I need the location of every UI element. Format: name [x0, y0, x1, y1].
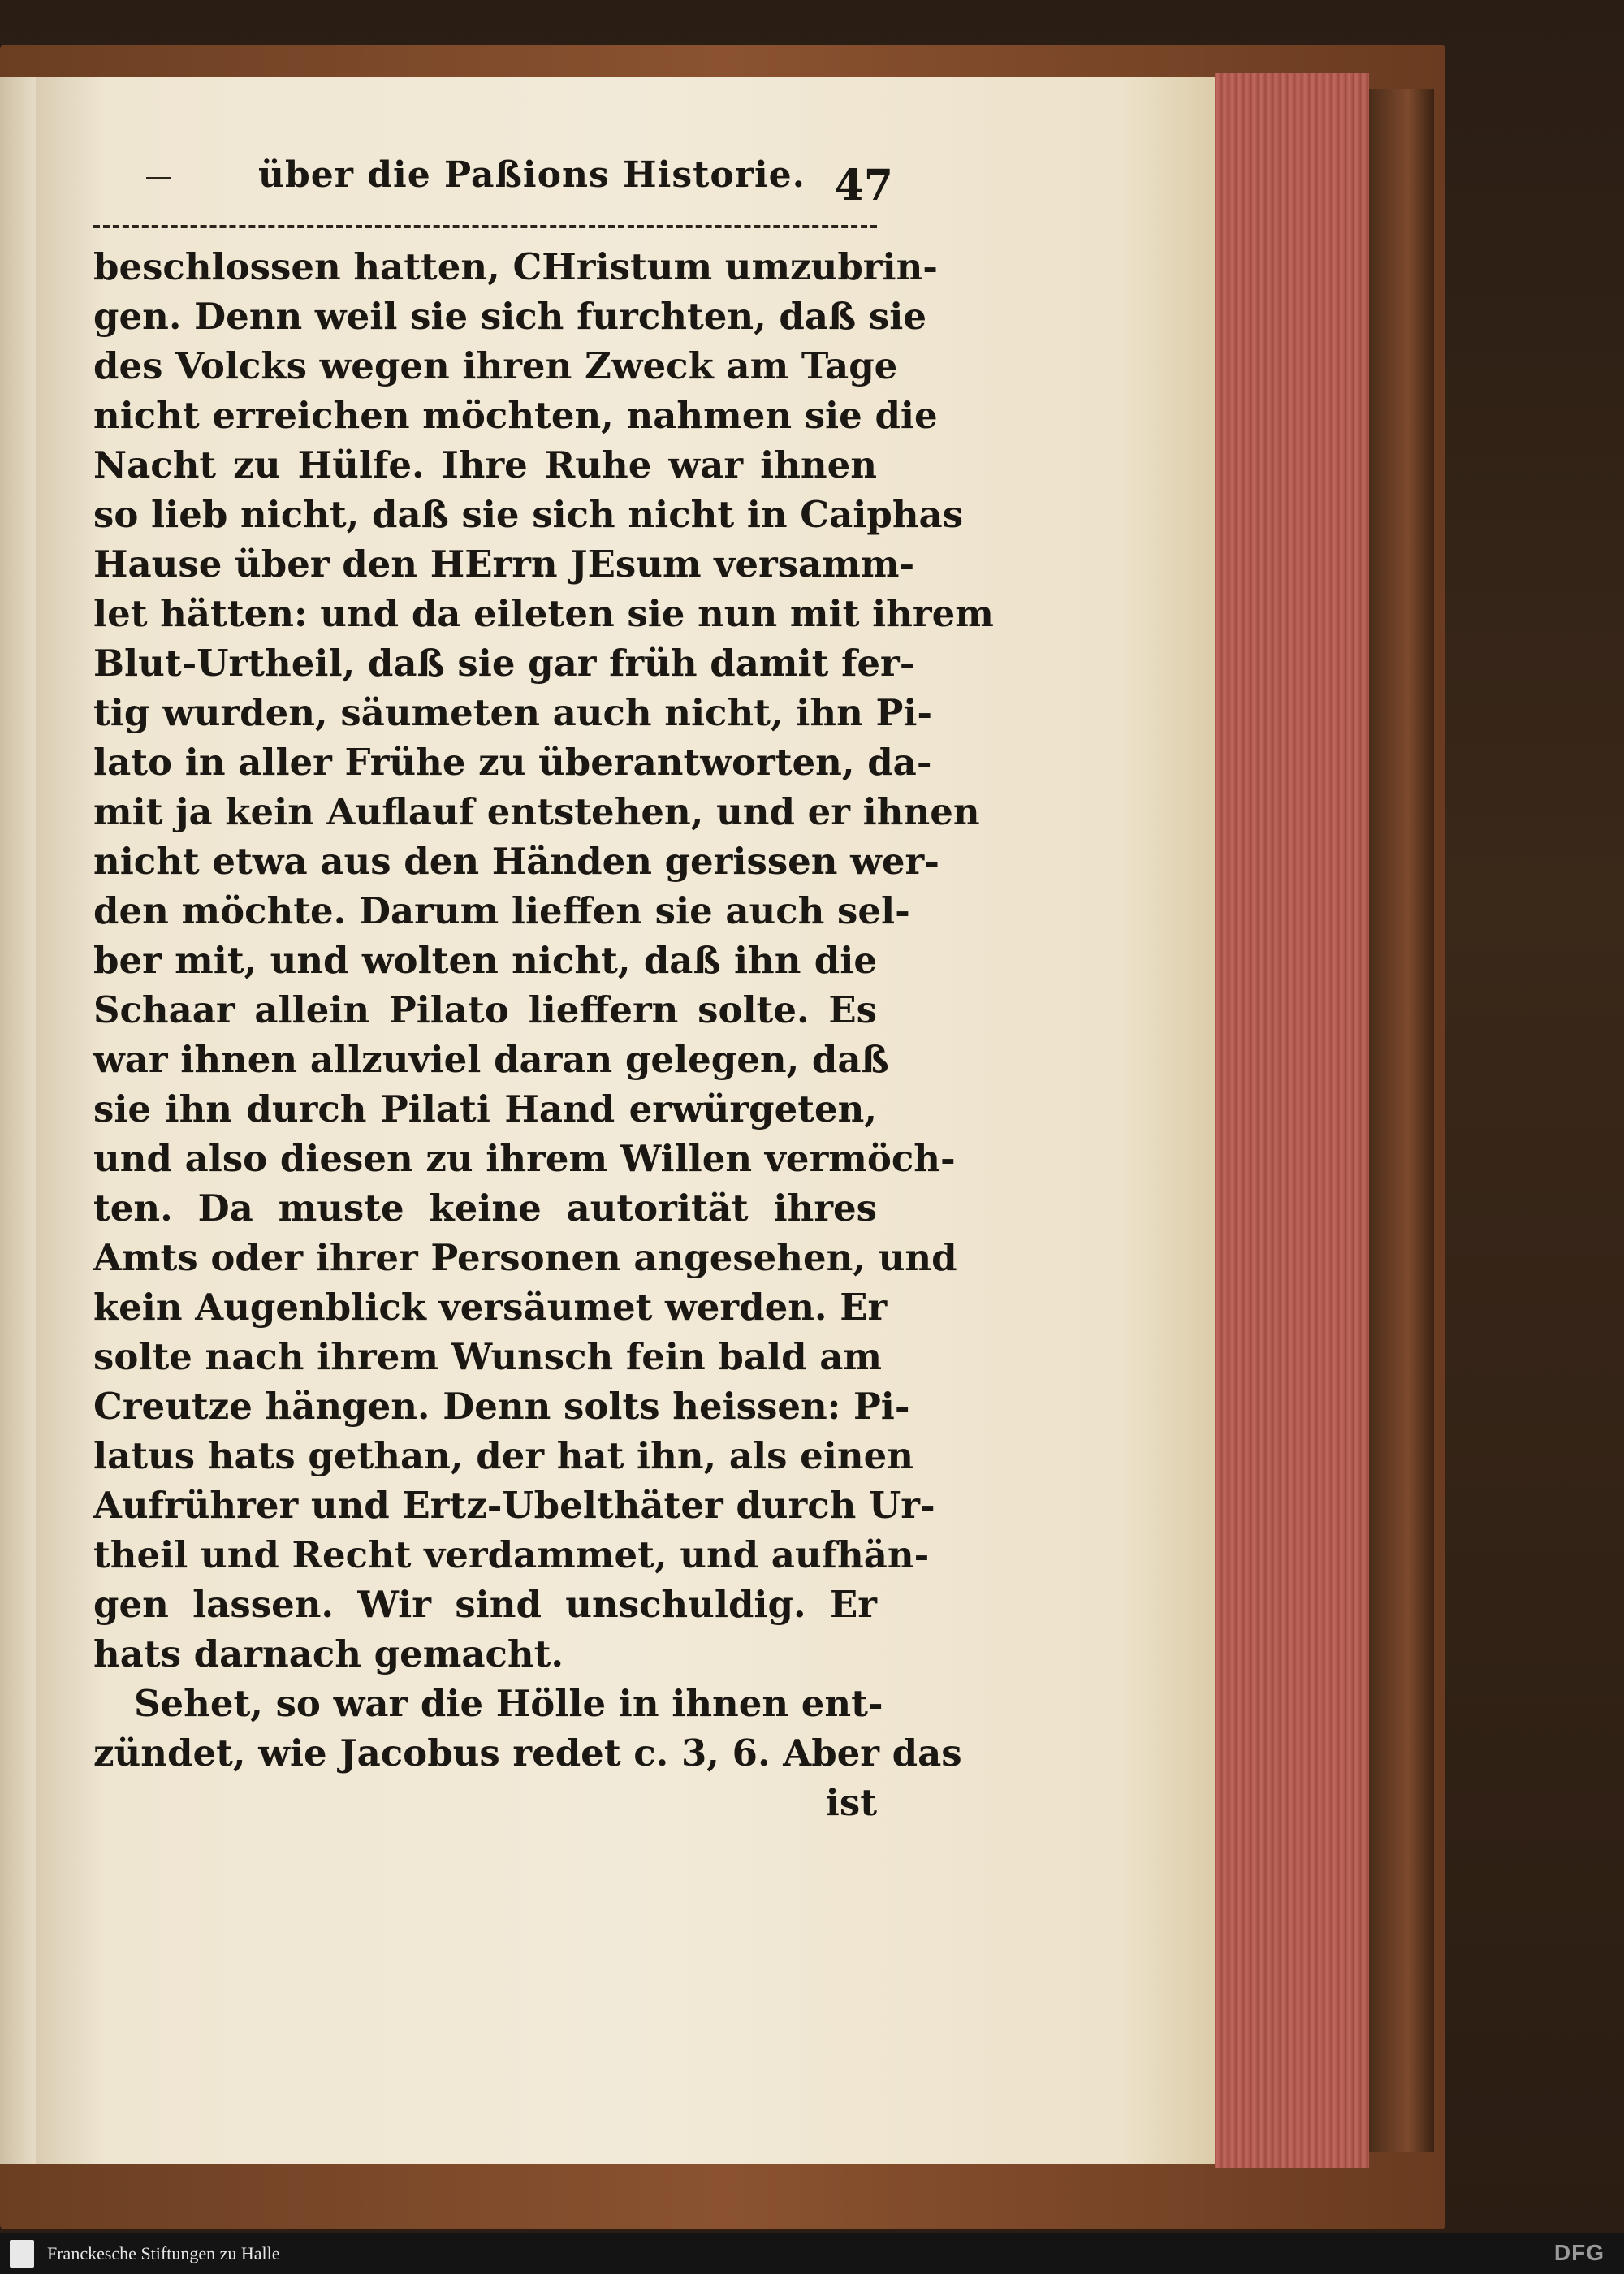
page-content — [93, 154, 994, 1824]
text-line: latus hats gethan, der hat ihn, als einen — [93, 1434, 914, 1477]
text-line: solte nach ihrem Wunsch fein bald am — [93, 1335, 882, 1378]
text-line: ten. Da muste keine autorität ihres — [93, 1187, 877, 1230]
text-line: so lieb nicht, daß sie sich nicht in Caiphas — [93, 493, 964, 536]
text-line: mit ja kein Auflauf entstehen, und er ihnen — [93, 790, 980, 833]
text-line: den möchte. Darum lieffen sie auch sel- — [93, 889, 910, 932]
dfg-badge: DFG — [1553, 2240, 1605, 2265]
header-dash — [146, 177, 171, 179]
text-line: war ihnen allzuviel daran gelegen, daß — [93, 1038, 889, 1081]
text-line: nicht etwa aus den Händen gerissen wer- — [93, 840, 939, 883]
text-line: Nacht zu Hülfe. Ihre Ruhe war ihnen — [93, 443, 877, 486]
text-line: Amts oder ihrer Personen angesehen, und — [93, 1236, 957, 1279]
text-line: sie ihn durch Pilati Hand erwürgeten, — [93, 1087, 877, 1131]
text-line: Schaar allein Pilato lieffern solte. Es — [93, 988, 877, 1031]
text-line: kein Augenblick versäumet werden. Er — [93, 1286, 888, 1329]
text-line: gen lassen. Wir sind unschuldig. Er — [93, 1583, 877, 1626]
paragraph-end-line: hats darnach gemacht. — [93, 1632, 564, 1675]
text-line: Blut-Urtheil, daß sie gar früh damit fer- — [93, 642, 915, 685]
text-line: theil und Recht verdammet, und aufhän- — [93, 1533, 930, 1576]
text-line: beschlossen hatten, CHristum umzubrin- — [93, 245, 938, 288]
text-line: nicht erreichen möchten, nahmen sie die — [93, 394, 938, 437]
page-fore-edge — [1215, 73, 1369, 2168]
header-rule — [93, 225, 877, 228]
facing-page-edge — [0, 77, 36, 2164]
catchword: ist — [825, 1781, 877, 1824]
text-line: gen. Denn weil sie sich furchten, daß sie — [93, 295, 926, 338]
institution-logo-icon — [10, 2240, 34, 2268]
text-line: Hause über den HErrn JEsum versamm- — [93, 543, 915, 586]
running-title: über die Paßions Historie. — [258, 154, 806, 196]
footer-bar — [0, 2233, 1624, 2274]
page-number: 47 — [834, 161, 893, 210]
text-line: Creutze hängen. Denn solts heissen: Pi- — [93, 1385, 910, 1428]
text-line: ber mit, und wolten nicht, daß ihn die — [93, 939, 877, 982]
running-header — [93, 154, 893, 219]
text-line: let hätten: und da eileten sie nun mit ihrem — [93, 592, 994, 635]
text-line: und also diesen zu ihrem Willen vermöch- — [93, 1137, 956, 1180]
footer-credit: Franckesche Stiftungen zu Halle — [47, 2243, 280, 2263]
text-line: Aufrührer und Ertz-Ubelthäter durch Ur- — [93, 1484, 935, 1527]
body-text — [93, 242, 994, 1827]
text-line: lato in aller Frühe zu überantworten, da- — [93, 741, 932, 784]
text-line: zündet, wie Jacobus redet c. 3, 6. Aber das — [93, 1731, 962, 1775]
binding-edge — [1369, 89, 1434, 2152]
text-line: des Volcks wegen ihren Zweck am Tage — [93, 344, 898, 387]
text-line: tig wurden, säumeten auch nicht, ihn Pi- — [93, 691, 933, 734]
paragraph-start-line: Sehet, so war die Hölle in ihnen ent- — [134, 1682, 883, 1725]
